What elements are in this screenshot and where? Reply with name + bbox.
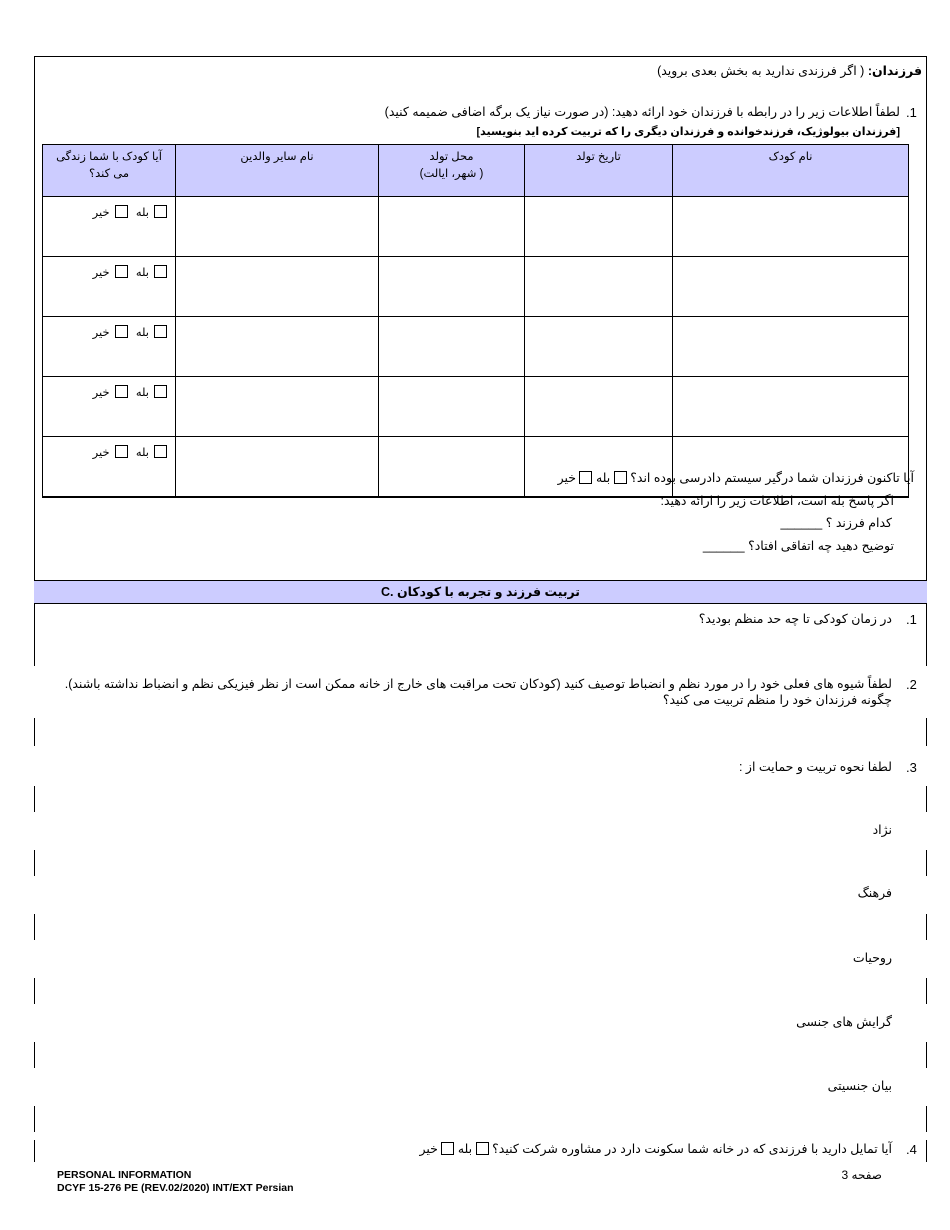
yes-label: بله: [135, 387, 149, 399]
lives-with-cell: [43, 437, 176, 498]
divider: [926, 978, 927, 1004]
page-number: صفحه 3: [841, 1168, 882, 1182]
divider: [34, 978, 35, 1004]
children-heading-note: ( اگر فرزندی ندارید به بخش بعدی بروید): [657, 64, 865, 78]
no-label: خیر: [92, 327, 110, 339]
c-q1-text: در زمان کودکی تا چه حد منظم بودید؟: [698, 612, 892, 626]
which-child-line: [52, 515, 892, 530]
divider: [926, 604, 927, 630]
counseling-yes-checkbox[interactable]: [476, 1142, 489, 1155]
birth-place-cell[interactable]: [379, 377, 525, 437]
lives-with-cell: [43, 257, 176, 317]
divider: [926, 1042, 927, 1068]
children-table-header: [43, 145, 909, 197]
no-checkbox[interactable]: [115, 325, 128, 338]
header-child-name: نام کودک: [673, 145, 909, 197]
table-row: [43, 257, 909, 317]
other-parent-cell[interactable]: [176, 317, 379, 377]
explain-label: توضیح دهید چه اتفاقی افتاد؟: [748, 539, 894, 553]
no-checkbox[interactable]: [115, 205, 128, 218]
divider: [34, 604, 35, 630]
divider: [34, 1106, 35, 1132]
q3-item-race: نژاد: [872, 823, 892, 837]
counseling-yes-label: بله: [457, 1142, 473, 1156]
table-row: [43, 317, 909, 377]
c-q3-text: لطفا نحوه تربیت و حمایت از :: [738, 760, 892, 774]
c-q2-text: لطفاً شیوه های فعلی خود را در مورد نظم و انضباط توصیف کنید (کودکان تحت مراقبت های خارج از خانه ممکن است از نظر فیزیکی نظم و انضباط نداشته باشند). چگونه فرزندان خود را منظم تربیت می کنید؟: [64, 677, 892, 707]
lives-with-cell: [43, 377, 176, 437]
yes-label: بله: [135, 327, 149, 339]
table-row: [43, 377, 909, 437]
c-q4-text: آیا تمایل دارید با فرزندی که در خانه شما سکونت دارد در مشاوره شرکت کنید؟: [492, 1142, 892, 1156]
divider: [34, 914, 35, 940]
which-child-blank[interactable]: ______: [780, 516, 823, 530]
justice-question: آیا تاکنون فرزندان شما درگیر سیستم دادرسی بوده اند؟: [630, 471, 914, 485]
birth-place-cell[interactable]: [379, 197, 525, 257]
yes-checkbox[interactable]: [154, 325, 167, 338]
yes-checkbox[interactable]: [154, 205, 167, 218]
divider: [34, 636, 35, 666]
divider: [34, 850, 35, 876]
divider: [926, 914, 927, 940]
header-lives-with-you: آیا کودک با شما زندگی می کند؟: [43, 145, 176, 197]
no-checkbox[interactable]: [115, 385, 128, 398]
yes-label: بله: [135, 267, 149, 279]
no-label: خیر: [92, 447, 110, 459]
birth-date-cell[interactable]: [525, 317, 673, 377]
q3-item-culture: فرهنگ: [857, 886, 892, 900]
other-parent-cell[interactable]: [176, 437, 379, 498]
explain-blank[interactable]: ______: [702, 539, 745, 553]
section-c-header: C. تربیت فرزند و تجربه با کودکان: [34, 580, 927, 604]
yes-checkbox[interactable]: [154, 265, 167, 278]
other-parent-cell[interactable]: [176, 197, 379, 257]
yes-label: بله: [135, 207, 149, 219]
footer-info: [57, 1169, 294, 1195]
table-row: [43, 437, 909, 498]
yes-checkbox[interactable]: [154, 385, 167, 398]
which-child-label: کدام فرزند ؟: [825, 516, 892, 530]
divider: [926, 718, 927, 746]
divider: [926, 1140, 927, 1162]
justice-no-checkbox[interactable]: [579, 471, 592, 484]
birth-date-cell[interactable]: [525, 197, 673, 257]
q1-number: .1: [906, 105, 917, 120]
justice-question-line: [54, 470, 914, 485]
footer-line1: PERSONAL INFORMATION: [57, 1169, 192, 1181]
q3-item-gender-expression: بیان جنسیتی: [827, 1079, 892, 1093]
child-name-cell[interactable]: [673, 257, 909, 317]
header-other-parent: نام سایر والدین: [176, 145, 379, 197]
counseling-no-checkbox[interactable]: [441, 1142, 454, 1155]
birth-place-cell[interactable]: [379, 257, 525, 317]
yes-label: بله: [135, 447, 149, 459]
footer-line2: DCYF 15-276 PE (REV.02/2020) INT/EXT Persian: [57, 1182, 294, 1194]
if-yes-text: اگر پاسخ بله است، اطلاعات زیر را ارائه دهید:: [660, 494, 894, 508]
no-checkbox[interactable]: [115, 265, 128, 278]
c-q1-number: .1: [906, 612, 917, 627]
q3-item-spirituality: روحیات: [852, 951, 892, 965]
birth-place-cell[interactable]: [379, 317, 525, 377]
divider: [34, 718, 35, 746]
q1-text: لطفاً اطلاعات زیر را در رابطه با فرزندان خود ارائه دهید: (در صورت نیاز یک برگه اضافی ضمیمه کنید): [384, 105, 900, 119]
child-name-cell[interactable]: [673, 197, 909, 257]
birth-date-cell[interactable]: [525, 257, 673, 317]
c-q4-line: [72, 1141, 892, 1156]
lives-with-cell: [43, 317, 176, 377]
birth-date-cell[interactable]: [525, 377, 673, 437]
birth-place-cell[interactable]: [379, 437, 525, 498]
divider: [34, 1140, 35, 1162]
c-q4-number: .4: [906, 1142, 917, 1157]
no-checkbox[interactable]: [115, 445, 128, 458]
no-label: خیر: [92, 207, 110, 219]
child-name-cell[interactable]: [673, 377, 909, 437]
justice-no-label: خیر: [557, 471, 576, 485]
divider: [34, 786, 35, 812]
header-birth-place: محل تولد ( شهر، ایالت): [379, 145, 525, 197]
q3-item-sexual-orientation: گرایش های جنسی: [796, 1015, 892, 1029]
lives-with-cell: [43, 197, 176, 257]
other-parent-cell[interactable]: [176, 257, 379, 317]
yes-checkbox[interactable]: [154, 445, 167, 458]
no-label: خیر: [92, 267, 110, 279]
divider: [926, 636, 927, 666]
children-heading: فرزندان:: [867, 64, 922, 78]
child-name-cell[interactable]: [673, 317, 909, 377]
divider: [926, 1106, 927, 1132]
children-heading-line: [42, 63, 922, 78]
divider: [926, 786, 927, 812]
table-row: [43, 197, 909, 257]
q1-note: [فرزندان بیولوژیک، فرزندخوانده و فرزندان دیگری را که تربیت کرده اید بنویسید]: [476, 126, 900, 138]
c-q3-number: .3: [906, 760, 917, 775]
c-q2-number: .2: [906, 677, 917, 692]
justice-yes-label: بله: [595, 471, 611, 485]
divider: [926, 850, 927, 876]
child-name-cell[interactable]: [673, 437, 909, 498]
birth-date-cell[interactable]: [525, 437, 673, 498]
divider: [34, 1042, 35, 1068]
explain-line: [54, 538, 894, 553]
header-birth-date: تاریخ تولد: [525, 145, 673, 197]
children-table: [42, 144, 909, 498]
counseling-no-label: خیر: [419, 1142, 438, 1156]
no-label: خیر: [92, 387, 110, 399]
other-parent-cell[interactable]: [176, 377, 379, 437]
justice-yes-checkbox[interactable]: [614, 471, 627, 484]
